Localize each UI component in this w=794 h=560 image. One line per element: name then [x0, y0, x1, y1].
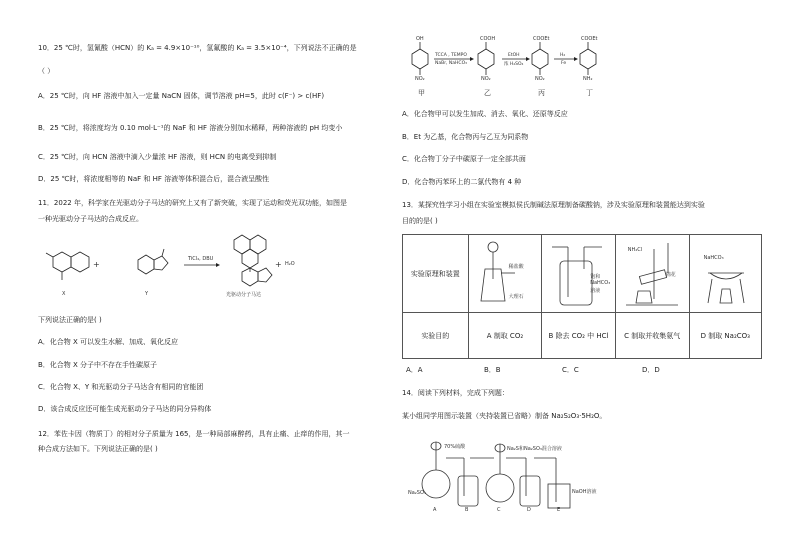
- q13-experiment-table: [402, 234, 762, 359]
- q14-line2: 某小组同学用图示装置（夹持装置已省略）制备 Na₂S₂O₃·5H₂O。: [402, 412, 607, 420]
- name-jia: 甲: [418, 89, 425, 97]
- h2so4-label: 70%硫酸: [444, 444, 466, 450]
- cond3-bottom: Fe: [561, 61, 567, 66]
- yi-top-group: COOH: [480, 36, 496, 42]
- name-bing: 丙: [538, 89, 545, 97]
- letter-e: E: [557, 507, 561, 513]
- q11-ask: 下列说法正确的是( ): [38, 316, 102, 324]
- name-ding: 丁: [586, 89, 593, 97]
- q12-synthesis-scheme: [402, 38, 602, 88]
- reaction-reagent: TiCl₄, DBU: [188, 256, 214, 262]
- q11-option-a: A．化合物 X 可以发生水解、加成、氧化反应: [38, 338, 179, 346]
- q10-option-a: A．25 ℃时，向 HF 溶液中加入一定量 NaCN 固体，调节溶液 pH=5，此时 c(F⁻) > c(HF): [38, 92, 325, 100]
- bing-top-group: COOEt: [533, 36, 550, 42]
- cond2-top: EtOH: [508, 53, 520, 58]
- goal-b: B 除去 CO₂ 中 HCl: [542, 313, 616, 359]
- left-column: [38, 0, 393, 560]
- letter-d: D: [527, 507, 531, 513]
- sat-label-3: 溶液: [590, 288, 601, 294]
- cotton-label: 棉花: [665, 272, 676, 278]
- q12-option-a: A．化合物甲可以发生加成、消去、氧化、还原等反应: [402, 110, 568, 118]
- ring-jia: [412, 49, 428, 69]
- q13-option-a: A．A: [406, 366, 423, 374]
- byproduct-water: H₂O: [285, 261, 295, 267]
- q13-stem-line1: 13．某探究性学习小组在实验室模拟侯氏制碱法原理制备碳酸钠，涉及实验原理和装置能达到实验: [402, 201, 705, 209]
- cond2-bottom: 浓 H₂SO₄: [504, 62, 524, 67]
- q11-option-d: D．该合成反应还可能生成光驱动分子马达的同分异构体: [38, 405, 212, 413]
- ding-top-group: COOEt: [581, 36, 598, 42]
- q13-stem-line2: 目的的是( ): [402, 217, 438, 225]
- q11-option-b: B．化合物 X 分子中不存在手性碳原子: [38, 361, 158, 369]
- label-x: X: [62, 291, 66, 297]
- q11-stem-line2: 一种光驱动分子马达的合成反应。: [38, 215, 143, 223]
- apparatus-b: [542, 235, 616, 313]
- evaporating-dish-icon: [696, 239, 756, 309]
- q12-stem-line1: 12．苯佐卡因（物质丁）的相对分子质量为 165，是一种局部麻醉药，具有止痛、止痒的作用，其一: [38, 430, 350, 438]
- row1-header: 实验原理和装置: [403, 235, 469, 313]
- sat-label-1: 饱和: [590, 274, 601, 280]
- q11-option-c: C．化合物 X、Y 和光驱动分子马达含有相同的官能团: [38, 383, 204, 391]
- label-y: Y: [145, 291, 149, 297]
- ding-bottom-group: NH₂: [583, 76, 593, 82]
- q13-option-c: C．C: [562, 366, 579, 374]
- right-column: [402, 0, 762, 560]
- q12-option-b: B．Et 为乙基，化合物丙与乙互为同系物: [402, 133, 529, 141]
- ring-ding: [580, 49, 596, 69]
- marble-label: 大理石: [508, 294, 524, 300]
- label-product: 光驱动分子马达: [226, 292, 262, 298]
- bing-bottom-group: NO₂: [535, 76, 545, 82]
- beaker-e: [548, 484, 570, 508]
- naoh-label: NaOH溶液: [572, 489, 597, 495]
- sat-label-2: NaHCO₃: [590, 280, 611, 286]
- cond1-top: TCCA , TEMPO: [435, 53, 467, 58]
- plus-sign-1: +: [93, 260, 100, 269]
- q12-stem-line2: 种合成方法如下。下列说法正确的是( ): [38, 445, 158, 453]
- compound-x-structure: [46, 252, 89, 280]
- bottle-d: [520, 476, 540, 506]
- q13-option-d: D．D: [642, 366, 660, 374]
- compound-y-structure: [138, 249, 168, 274]
- reaction-arrowhead: [216, 263, 220, 267]
- jia-top-group: OH: [416, 36, 424, 42]
- goal-a: A 制取 CO₂: [468, 313, 542, 359]
- goal-c: C 制取并收集氨气: [615, 313, 689, 359]
- q11-stem-line1: 11．2022 年，科学家在光驱动分子马达的研究上又有了新突破，实现了运动和荧光双功能，如图是: [38, 199, 347, 207]
- acid-label: 稀盐酸: [508, 264, 524, 270]
- letter-c: C: [497, 507, 501, 513]
- letter-a: A: [433, 507, 437, 513]
- goal-d: D 制取 Na₂CO₃: [689, 313, 761, 359]
- q10-option-c: C．25 ℃时，向 HCN 溶液中滴入少量浓 HF 溶液，则 HCN 的电离受到抑制: [38, 153, 277, 161]
- cond1-bottom: NaBr, NaHCO₃: [435, 61, 467, 66]
- nh4cl-label: NH₄Cl: [627, 247, 643, 253]
- jia-bottom-group: NO₂: [415, 76, 425, 82]
- q12-option-c: C．化合物丁分子中碳原子一定全部共面: [402, 155, 526, 163]
- row2-header: 实验目的: [403, 313, 469, 359]
- mixture-label: Na₂S和Na₂SO₃混合溶液: [507, 446, 562, 452]
- q10-paren: （ ）: [38, 67, 55, 75]
- yi-bottom-group: NO₂: [481, 76, 491, 82]
- apparatus-c: [615, 235, 689, 313]
- cond3-top: H₂: [560, 53, 566, 58]
- q14-stem: 14．阅读下列材料，完成下列题：: [402, 389, 509, 397]
- name-yi: 乙: [484, 89, 491, 97]
- nahco3-label: NaHCO₃: [703, 255, 724, 261]
- q10-stem: 10．25 ℃时，氢氰酸（HCN）的 Kₐ = 4.9×10⁻¹⁰，氢氟酸的 Kₐ = 3.5×10⁻⁴，下列说法不正确的是: [38, 44, 357, 52]
- letter-b: B: [465, 507, 469, 513]
- motor-product-structure: [234, 235, 272, 286]
- q10-option-b: B．25 ℃时，将浓度均为 0.10 mol·L⁻¹的 NaF 和 HF 溶液分别加水稀释，两种溶液的 pH 均变小: [38, 124, 343, 132]
- apparatus-a: [468, 235, 542, 313]
- q10-option-d: D．25 ℃时，将浓度相等的 NaF 和 HF 溶液等体积混合后，混合液呈酸性: [38, 175, 270, 183]
- q13-option-b: B．B: [484, 366, 501, 374]
- ring-bing: [532, 49, 548, 69]
- na2so3-label: Na₂SO₃: [408, 490, 426, 496]
- co2-generator-icon: [475, 239, 535, 309]
- bottle-b: [458, 476, 478, 506]
- ring-yi: [478, 49, 494, 69]
- plus-sign-2: +: [275, 260, 282, 269]
- q12-option-d: D．化合物丙苯环上的二氯代物有 4 种: [402, 178, 522, 186]
- flask-a: [422, 470, 450, 498]
- flask-c: [486, 474, 514, 502]
- apparatus-d: [689, 235, 761, 313]
